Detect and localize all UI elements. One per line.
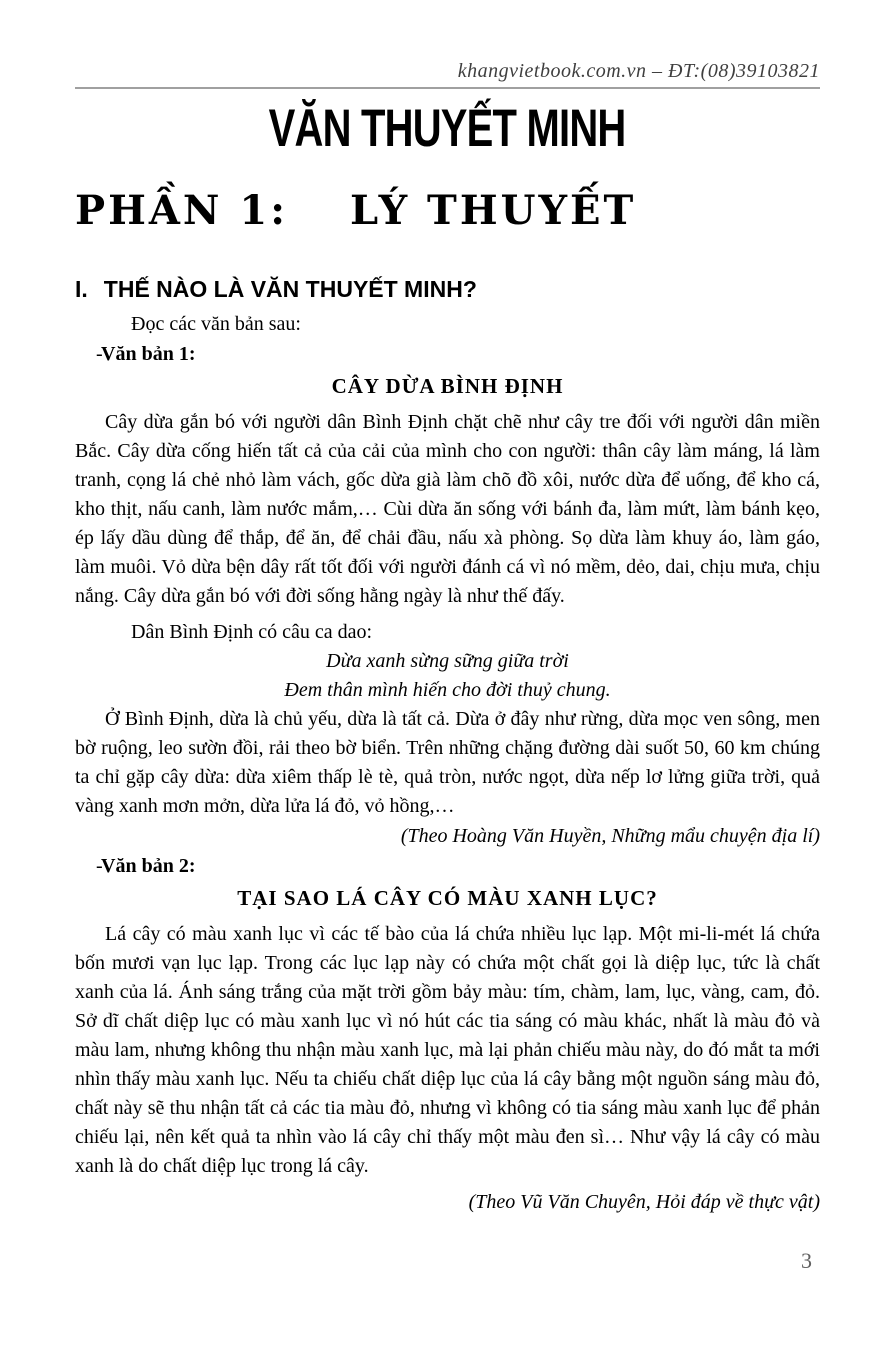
intro-text: Đọc các văn bản sau: [131,313,301,335]
verse-line-2: Đem thân mình hiến cho đời thuỷ chung. [284,679,611,701]
doc1-paragraph-1: Cây dừa gắn bó với người dân Bình Định chặt chẽ như cây tre đối với người dân miền Bắc. Cây dừa cống hiến tất cả của cải của mình cho con người: thân cây làm máng, lá làm tranh, cọng lá chẻ nhỏ làm vách, gốc dừa già làm chõ đồ xôi, nước dừa để uống, để kho cá, kho thịt, nấu canh, làm nước mắm,… Cùi dừa ăn sống với bánh đa, làm mứt, làm bánh kẹo, ép lấy dầu dùng để thắp, để ăn, để chải đầu, nấu xà phòng. Sọ dừa làm khuy áo, làm gáo, làm muôi. Vỏ dừa bện dây rất tốt đối với người đánh cá vì nó mềm, dẻo, dai, chịu mưa, chịu nắng. Cây dừa gắn bó với đời sống hằng ngày là như thế đấy. [75,411,820,607]
doc1-attribution: (Theo Hoàng Văn Huyền, Những mẩu chuyện địa lí) [400,825,820,847]
part-heading [75,187,820,234]
doc2-label-row [75,852,820,881]
main-title-text: VĂN THUYẾT MINH [269,98,626,158]
main-title [75,99,820,157]
part-title: LÝ THUYẾT [350,187,637,234]
doc1-paragraph-2: Ở Bình Định, dừa là chủ yếu, dừa là tất cả. Dừa ở đây như rừng, dừa mọc ven sông, men bờ ruộng, leo sườn đồi, rải theo bờ biển. Trên những chặng đường dài suốt 50, 60 km chúng ta chỉ gặp cây dừa: dừa xiêm thấp lè tè, quả tròn, nước ngọt, dừa nếp lơ lửng giữa trời, quả vàng xanh mơn mởn, dừa lửa lá đỏ, vỏ hồng,… [75,708,820,817]
doc2-paragraph-1: Lá cây có màu xanh lục vì các tế bào của lá chứa nhiều lục lạp. Một mi-li-mét lá chứa bốn mươi vạn lục lạp. Trong các lục lạp này có chứa một chất gọi là diệp lục, tức là chất xanh của lá. Ánh sáng trắng của mặt trời gồm bảy màu: tím, chàm, lam, lục, vàng, cam, đỏ. Sở dĩ chất diệp lục có màu xanh lục vì nó hút các tia sáng có màu khác, nhất là màu đỏ và màu lam, nhưng không thu nhận màu xanh lục, mà lại phản chiếu màu này, do đó mắt ta mới nhìn thấy màu xanh lục. Nếu ta chiếu chất diệp lục của lá cây bằng một nguồn sáng màu đỏ, chất này sẽ thu nhận tất cả các tia màu đỏ, nhưng vì không có tia sáng màu xanh lục để phản chiếu lại, nên kết quả ta nhìn vào lá cây chỉ thấy một màu đen sì… Như vậy lá cây có màu xanh là do chất diệp lục trong lá cây. [75,923,820,1177]
dash-bullet: - [96,343,103,365]
page-number: 3 [801,1248,812,1273]
page-header [75,60,820,89]
part-label: PHẦN 1: [75,187,288,234]
doc1-title: CÂY DỪA BÌNH ĐỊNH [331,374,564,398]
section-heading [75,276,820,303]
doc2-attribution: (Theo Vũ Văn Chuyên, Hỏi đáp về thực vật) [468,1191,820,1213]
doc2-label: Văn bản 2: [101,855,196,877]
doc1-label-row [75,340,820,369]
doc1-verse [75,647,820,705]
section-number: I. [75,276,88,302]
section-title: THẾ NÀO LÀ VĂN THUYẾT MINH? [103,276,477,302]
header-site-text: khangvietbook.com.vn – ĐT:(08)39103821 [457,60,820,82]
doc1-label: Văn bản 1: [101,343,196,365]
doc1-lead-in: Dân Bình Định có câu ca dao: [131,621,373,643]
doc2-title: TẠI SAO LÁ CÂY CÓ MÀU XANH LỤC? [237,886,658,910]
dash-bullet: - [96,855,103,877]
verse-line-1: Dừa xanh sừng sững giữa trời [326,650,569,672]
